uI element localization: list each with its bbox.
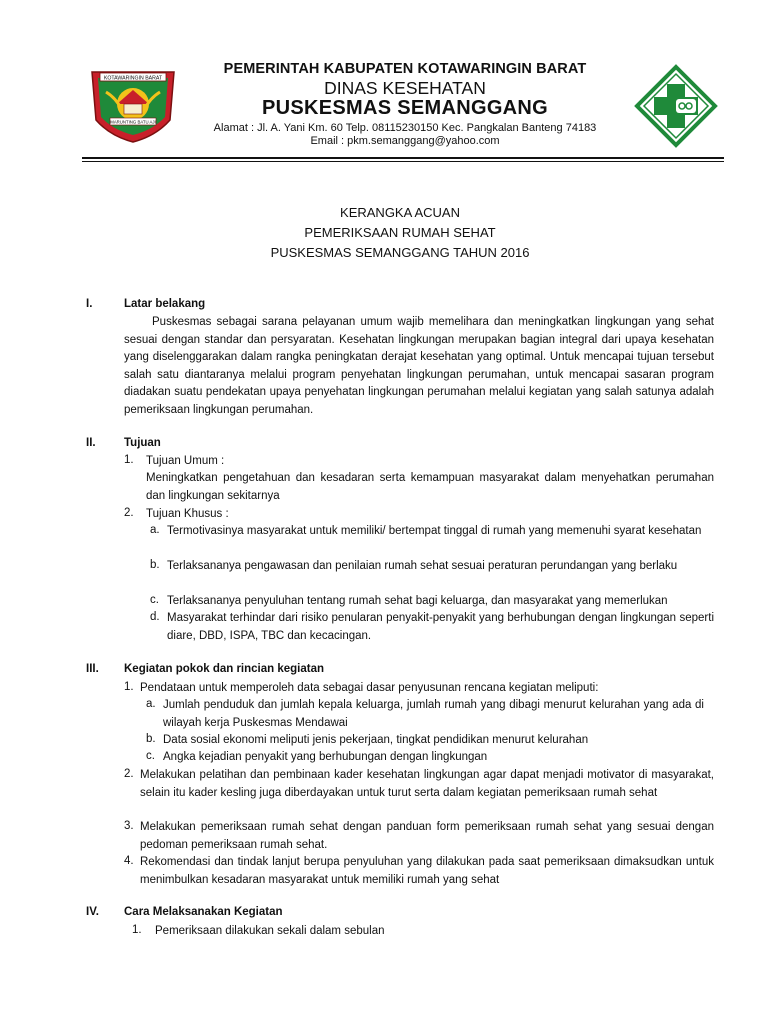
kegiatan-4-text: Rekomendasi dan tindak lanjut berupa penyuluhan yang dilakukan pada saat pemeriksaan dimaksudkan untuk menimbulkan kesadaran masyarakat untuk memiliki rumah yang sehat: [140, 856, 714, 886]
tujuan-khusus-d-text: Masyarakat terhindar dari risiko penularan penyakit-penyakit yang berhubungan dengan lingkungan seperti diare, DBD, ISPA, TBC dan kecacingan.: [167, 612, 714, 642]
kegiatan-1-text: Pendataan untuk memperoleh data sebagai dasar penyusunan rencana kegiatan meliputi:: [140, 682, 599, 694]
doc-title-line1: KERANGKA ACUAN: [340, 205, 460, 220]
doc-title-line2: PEMERIKSAAN RUMAH SEHAT: [304, 225, 496, 240]
section-2-heading: Tujuan: [124, 437, 161, 449]
kegiatan-1b-text: Data sosial ekonomi meliputi jenis pekerjaan, tingkat pendidikan menurut kelurahan: [163, 734, 589, 746]
kegiatan-1a-text: Jumlah penduduk dan jumlah kepala keluarga, jumlah rumah yang dibagi menurut kelurahan yang ada di wilayah kerja Puskesmas Mendawai: [163, 699, 704, 729]
tujuan-khusus-b-marker: b.: [150, 559, 160, 571]
cara-1-number: 1.: [132, 924, 142, 936]
header-divider-thin: [82, 161, 724, 162]
tujuan-khusus-number: 2.: [124, 507, 134, 519]
kegiatan-1a-marker: a.: [146, 698, 156, 710]
kegiatan-1c-text: Angka kejadian penyakit yang berhubungan dengan lingkungan: [163, 751, 488, 763]
kegiatan-1-number: 1.: [124, 681, 134, 693]
puskesmas-logo: [634, 64, 718, 148]
tujuan-khusus-a-text: Termotivasinya masyarakat untuk memiliki/ bertempat tinggal di rumah yang memenuhi syarat kesehatan: [167, 525, 702, 537]
header-divider-thick: [82, 157, 724, 159]
kegiatan-1c-marker: c.: [146, 750, 155, 762]
tujuan-khusus-c-marker: c.: [150, 594, 159, 606]
kegiatan-4-number: 4.: [124, 855, 134, 867]
tujuan-khusus-c-text: Terlaksananya penyuluhan tentang rumah sehat bagi keluarga, dan masyarakat yang memerlukan: [167, 595, 668, 607]
emblem-ribbon-text: MARUNTING BATU AJI: [110, 119, 156, 125]
section-1-heading: Latar belakang: [124, 298, 206, 310]
kegiatan-2-text: Melakukan pelatihan dan pembinaan kader kesehatan lingkungan agar dapat menjadi motivator di masyarakat, selain itu kader kesling juga diberdayakan untuk turut serta dalam kegiatan pemeriksaan rumah sehat: [140, 769, 714, 799]
header-government: PEMERINTAH KABUPATEN KOTAWARINGIN BARAT: [223, 61, 587, 77]
tujuan-umum-label: Tujuan Umum :: [146, 455, 225, 467]
kegiatan-3-number: 3.: [124, 820, 134, 832]
tujuan-khusus-d-marker: d.: [150, 611, 160, 623]
section-1-paragraph: Puskesmas sebagai sarana pelayanan umum wajib memelihara dan meningkatkan lingkungan yang sehat sesuai dengan standar dan persyaratan. Kesehatan lingkungan merupakan bagian integral dari upaya kesehatan yang diselenggarakan dalam rangka peningkatan derajat kesehatan yang optimal. Untuk mencapai tujuan tersebut salah satu diantaranya melalui program penyehatan lingkungan perumahan, untuk mencapai sasaran program diadakan suatu pendekatan upaya penyehatan lingkungan perumahan melalui kegiatan yang salah satunya adalah pemeriksaan lingkungan perumahan.: [124, 316, 714, 416]
kegiatan-3-text: Melakukan pemeriksaan rumah sehat dengan panduan form pemeriksaan rumah sehat yang sesuai dengan pedoman pemeriksaan rumah sehat.: [140, 821, 714, 851]
section-4-heading: Cara Melaksanakan Kegiatan: [124, 906, 283, 918]
emblem-banner-text: KOTAWARINGIN BARAT: [103, 75, 163, 82]
tujuan-khusus-a-marker: a.: [150, 524, 160, 536]
tujuan-khusus-label: Tujuan Khusus :: [146, 508, 229, 520]
kegiatan-1b-marker: b.: [146, 733, 156, 745]
section-4-number: IV.: [86, 906, 100, 918]
tujuan-umum-text: Meningkatkan pengetahuan dan kesadaran serta kemampuan masyarakat dalam menyehatkan perumahan dan lingkungan sekitarnya: [146, 472, 714, 502]
cara-1-text: Pemeriksaan dilakukan sekali dalam sebulan: [155, 925, 385, 937]
section-2-number: II.: [86, 437, 96, 449]
section-3-number: III.: [86, 663, 99, 675]
header-puskesmas: PUSKESMAS SEMANGGANG: [261, 97, 549, 119]
kotawaringin-barat-emblem: [86, 62, 180, 144]
kegiatan-2-number: 2.: [124, 768, 134, 780]
doc-title-line3: PUSKESMAS SEMANGGANG TAHUN 2016: [270, 245, 530, 260]
header-department: DINAS KESEHATAN: [324, 78, 486, 98]
section-3-heading: Kegiatan pokok dan rincian kegiatan: [124, 663, 325, 675]
tujuan-khusus-b-text: Terlaksananya pengawasan dan penilaian rumah sehat sesuai peraturan perundangan yang berlaku: [167, 560, 678, 572]
header-email: Email : pkm.semanggang@yahoo.com: [310, 135, 500, 147]
header-address: Alamat : Jl. A. Yani Km. 60 Telp. 08115230150 Kec. Pangkalan Banteng 74183: [213, 122, 597, 134]
tujuan-umum-number: 1.: [124, 454, 134, 466]
section-1-number: I.: [86, 298, 93, 310]
